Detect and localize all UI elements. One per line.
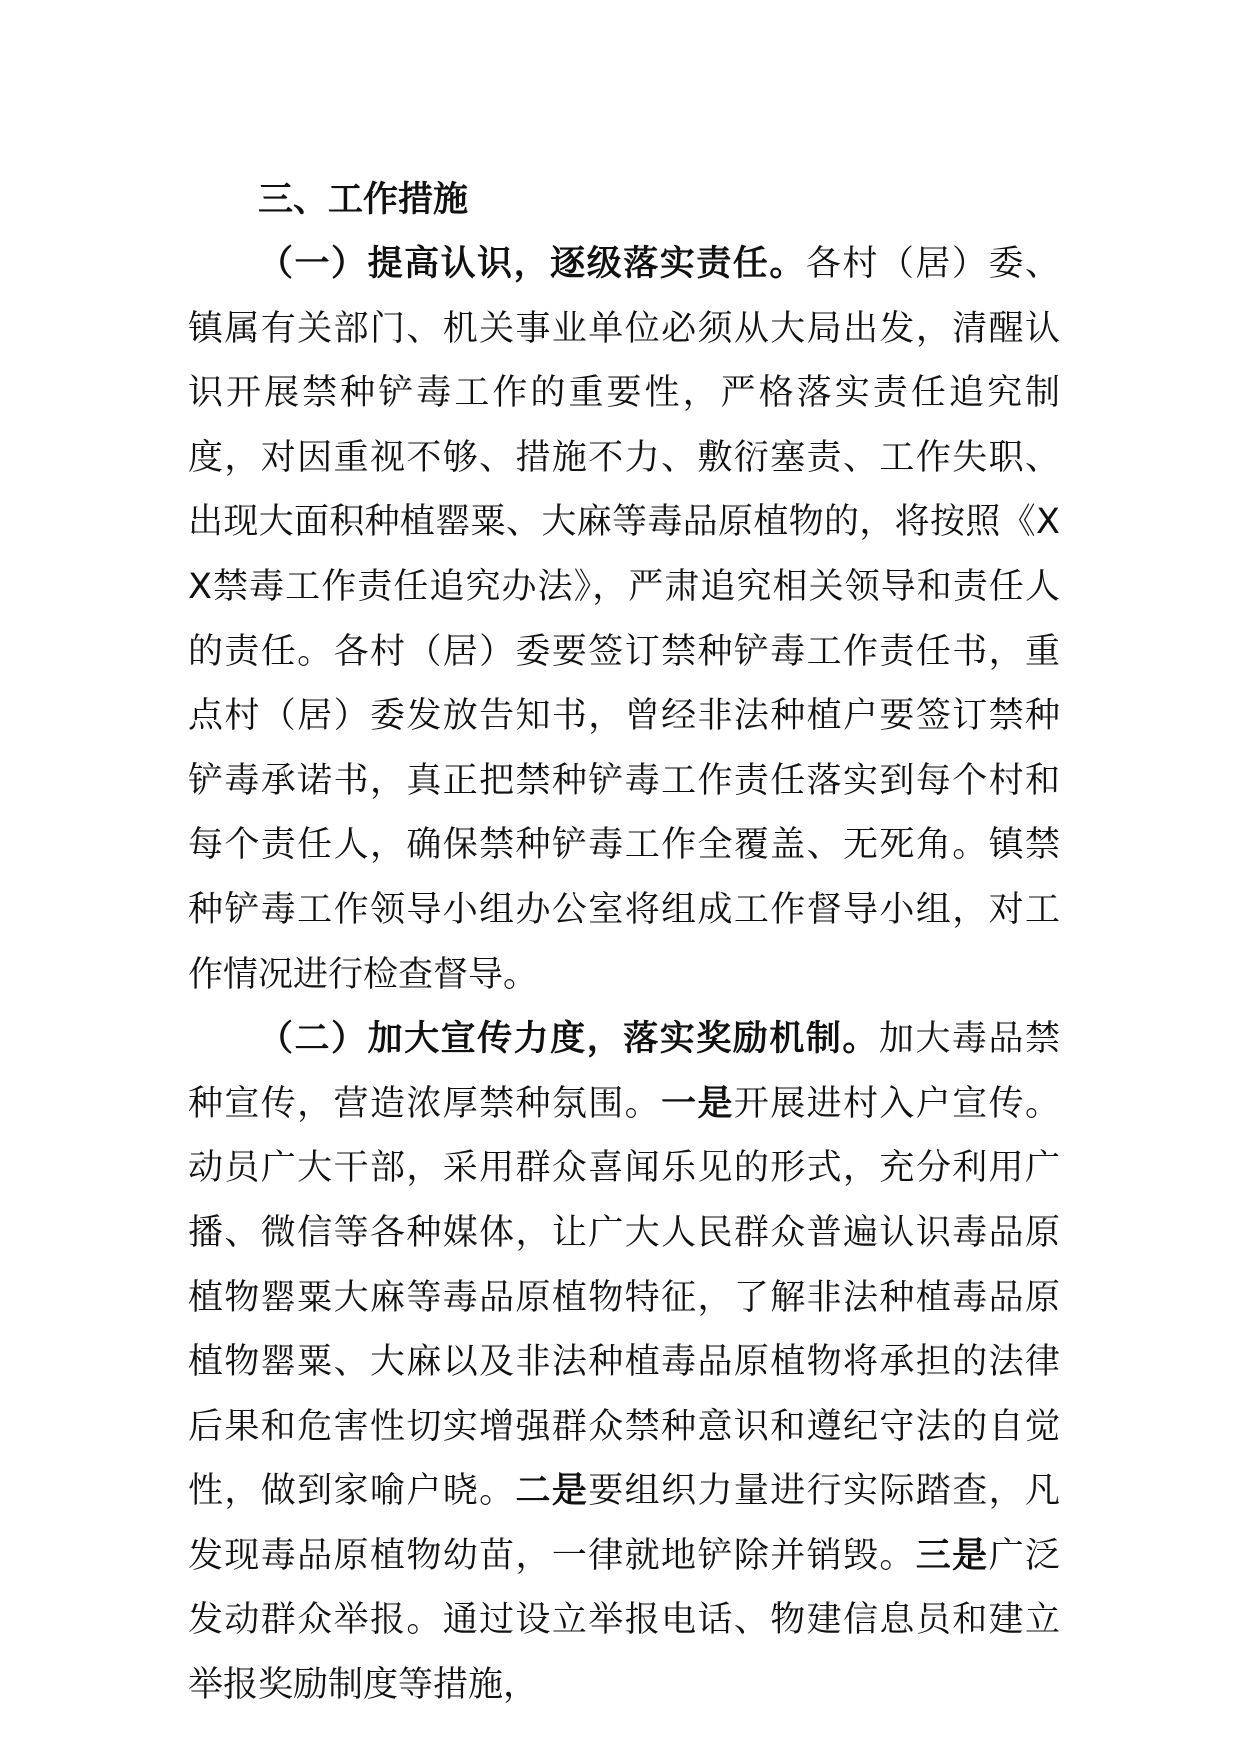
paragraph-text: 广泛发动群众举报。通过设立举报电话、物建信息员和建立举报奖励制度等措施， [188, 1535, 1060, 1706]
paragraph-publicity [188, 1007, 1060, 1718]
paragraph-text: 各村（居）委、镇属有关部门、机关事业单位必须从大局出发，清醒认识开展禁种铲毒工作的重要性，严格落实责任追究制度，对因重视不够、措施不力、敷衍塞责、工作失职、出现大面积种植罂粟、大麻等毒品原植物的，将按照《XX禁毒工作责任追究办法》，严肃追究相关领导和责任人的责任。各村（居）委要签订禁种铲毒工作责任书，重点村（居）委发放告知书，曾经非法种植户要签订禁种铲毒承诺书，真正把禁种铲毒工作责任落实到每个村和每个责任人，确保禁种铲毒工作全覆盖、无死角。镇禁种铲毒工作领导小组办公室将组成工作督导小组，对工作情况进行检查督导。 [188, 244, 1060, 995]
paragraph-lead: （一）提高认识，逐级落实责任。 [258, 244, 806, 284]
paragraph-text: 加大毒品禁种宣传，营造浓厚禁种氛围。 [188, 1019, 1060, 1124]
paragraph-lead: （二）加大宣传力度，落实奖励机制。 [258, 1019, 879, 1060]
document-body [188, 168, 1060, 1718]
enumeration-marker: 一是 [661, 1083, 734, 1124]
section-heading: 三、工作措施 [258, 180, 469, 220]
enumeration-marker: 三是 [915, 1535, 989, 1576]
paragraph-responsibility [188, 232, 1060, 1007]
paragraph-text: 要组织力量进行实际踏查，凡发现毒品原植物幼苗，一律就地铲除并销毁。 [188, 1471, 1060, 1576]
paragraph-text: 开展进村入户宣传。动员广大干部，采用群众喜闻乐见的形式，充分利用广播、微信等各种媒体，让广大人民群众普遍认识毒品原植物罂粟大麻等毒品原植物特征，了解非法种植毒品原植物罂粟、大麻以及非法种植毒品原植物将承担的法律后果和危害性切实增强群众禁种意识和遵纪守法的自觉性，做到家喻户晓。 [188, 1083, 1060, 1512]
enumeration-marker: 二是 [515, 1471, 589, 1512]
